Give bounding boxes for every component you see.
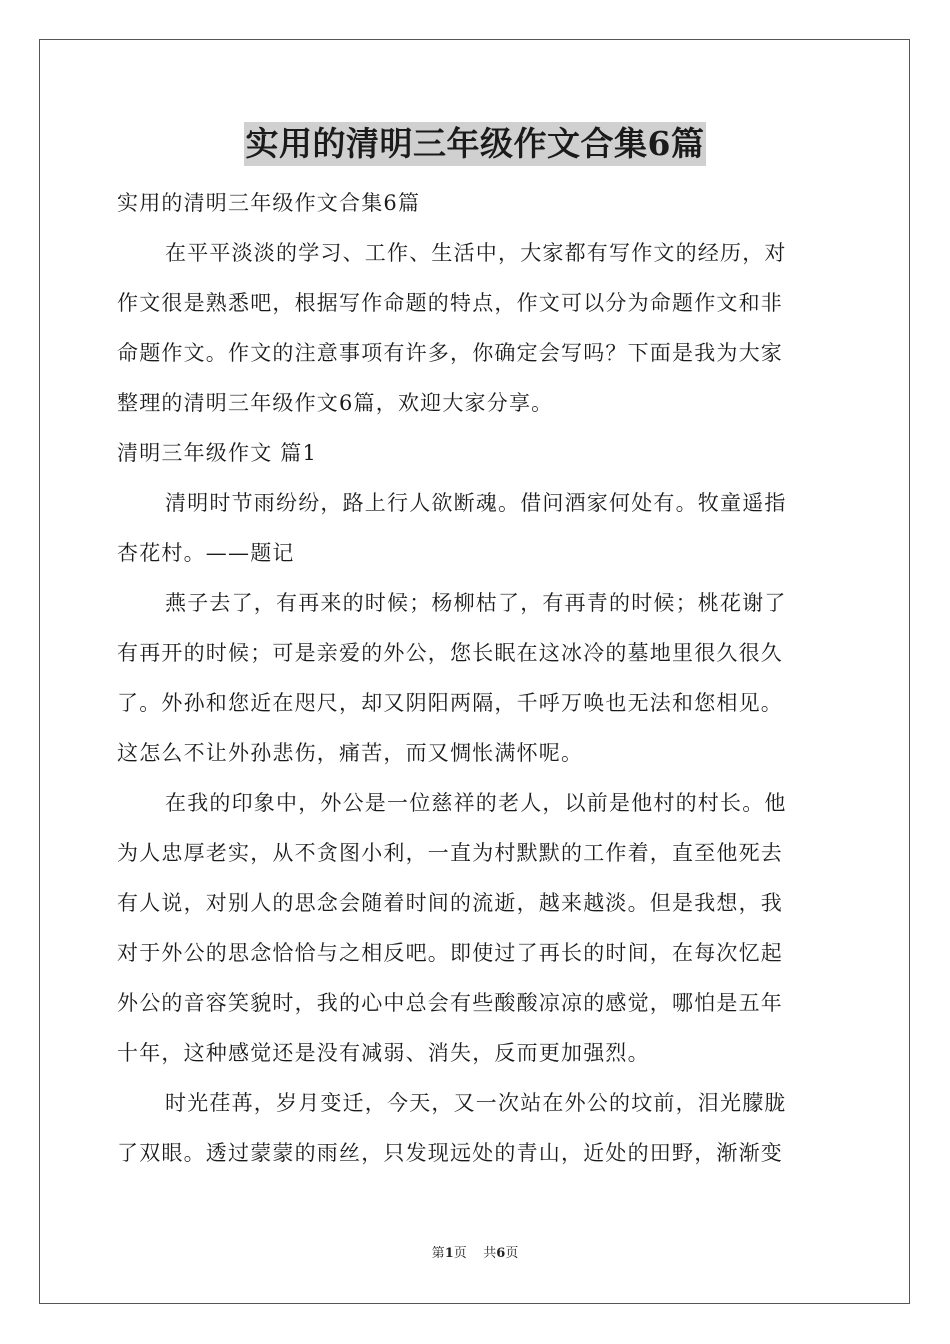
text-line: 为人忠厚老实，从不贪图小利，一直为村默默的工作着，直至他死去 (117, 841, 783, 865)
text-line: 在平平淡淡的学习、工作、生活中，大家都有写作文的经历，对 (165, 241, 787, 265)
page-footer (0, 1245, 950, 1263)
text-line: 这怎么不让外孙悲伤，痛苦，而又惆怅满怀呢。 (117, 741, 584, 765)
text-line: 命题作文。作文的注意事项有许多，你确定会写吗？下面是我为大家 (117, 341, 783, 365)
document-body (117, 178, 835, 1178)
text-line: 在我的印象中，外公是一位慈祥的老人，以前是他村的村长。他 (165, 791, 787, 815)
text-line: 十年，这种感觉还是没有减弱、消失，反而更加强烈。 (117, 1041, 650, 1065)
text-line: 了。外孙和您近在咫尺，却又阴阳两隔，千呼万唤也无法和您相见。 (117, 691, 783, 715)
text-line: 了双眼。透过蒙蒙的雨丝，只发现远处的青山，近处的田野，渐渐变 (117, 1141, 783, 1165)
text-line: 作文很是熟悉吧，根据写作命题的特点，作文可以分为命题作文和非 (117, 291, 783, 315)
text-line: 时光荏苒，岁月变迁，今天，又一次站在外公的坟前，泪光朦胧 (165, 1091, 787, 1115)
text-line: 燕子去了，有再来的时候；杨柳枯了，有再青的时候；桃花谢了 (165, 591, 787, 615)
document-title: 实用的清明三年级作文合集6篇 (244, 122, 707, 166)
text-line: 外公的音容笑貌时，我的心中总会有些酸酸凉凉的感觉，哪怕是五年 (117, 991, 783, 1015)
text-line: 清明三年级作文 篇1 (117, 441, 318, 465)
text-line: 整理的清明三年级作文6篇，欢迎大家分享。 (117, 391, 554, 415)
title-container (0, 122, 950, 166)
text-line: 杏花村。——题记 (117, 541, 295, 565)
footer-middle: 页 共 (453, 1246, 497, 1261)
text-line: 对于外公的思念恰恰与之相反吧。即使过了再长的时间，在每次忆起 (117, 941, 783, 965)
footer-page-number: 1 (444, 1246, 454, 1261)
text-line: 有人说，对别人的思念会随着时间的流逝，越来越淡。但是我想，我 (117, 891, 783, 915)
footer-suffix: 页 (505, 1246, 519, 1261)
footer-prefix: 第 (431, 1246, 445, 1261)
text-line: 有再开的时候；可是亲爱的外公，您长眠在这冰冷的墓地里很久很久 (117, 641, 783, 665)
text-line: 实用的清明三年级作文合集6篇 (117, 191, 421, 215)
text-line: 清明时节雨纷纷，路上行人欲断魂。借问酒家何处有。牧童遥指 (165, 491, 787, 515)
footer-total-pages: 6 (496, 1246, 506, 1261)
